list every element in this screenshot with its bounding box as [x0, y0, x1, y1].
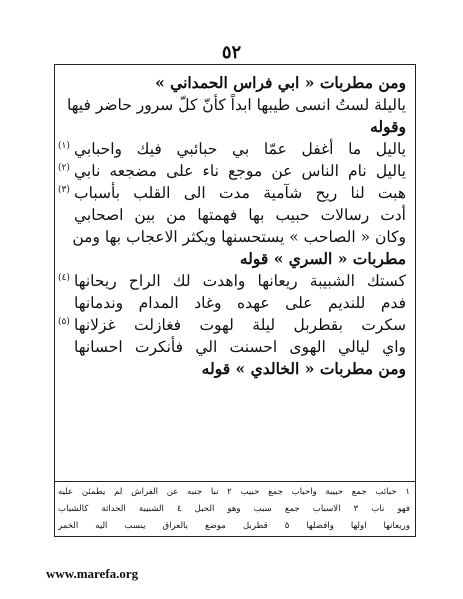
verse-line: ياليلة لستُ انسى طيبها ابداً كأنّ كلّ سرور حاضر فيها [66, 96, 406, 114]
verse-line: سكرت بقطربل ليلة لهوت فغازلت غزلانها (٥) [58, 314, 410, 336]
poem-body [58, 72, 410, 380]
verse-line: أدت رسالات حبيب بها فهمتها من بين اصحابي [74, 206, 406, 224]
footnote-line: وريعانها اولها وافضلها ٥ قطربل موضع بالعراق ينسب اليه الخمر [58, 521, 410, 531]
footnote-marker: (٥) [58, 317, 70, 327]
verse-line: كستك الشبيبة ريعانها واهدت لك الراح ريحانها (٤) [58, 270, 410, 292]
footnote-line: ١ حبائب جمع حبيبة واحباب جمع حبيب ٢ نبا جنبه عن الفراش لم يطمئن عليه [58, 487, 410, 497]
bottom-rule [54, 536, 416, 537]
verse-line: ياليل ما أغفل عمّا بي حبائبي فيك واحبابي (١) [58, 138, 410, 160]
top-rule [54, 64, 416, 65]
footnote-line: فهو ناب ٣ الاسباب جمع سبب وهو الحبل ٤ الشبيبة الحداثة كالشباب [58, 504, 410, 514]
section-heading: ومن مطربات « ابي فراس الحمداني » [155, 73, 406, 92]
site-url: www.marefa.org [46, 566, 139, 581]
verse-line: هبت لنا ريح شآمية مدت الى القلب بأسباب (٣) [58, 182, 410, 204]
section-heading: وقوله [370, 117, 406, 136]
section-heading: ومن مطربات « الخالدي » قوله [201, 359, 406, 378]
verse-line: فدم للنديم على عهده وغاد المدام وندمانها [74, 294, 406, 312]
footnotes [58, 484, 410, 535]
footnote-marker: (٤) [58, 273, 70, 283]
footnote-marker: (٣) [58, 185, 70, 195]
prose-line: وكان « الصاحب » يستحسنها ويكثر الاعجاب بها ومن [72, 228, 406, 246]
footnote-separator [54, 481, 416, 482]
verse-line: ياليل نام الناس عن موجع ناء على مضجعه نابي (٢) [58, 160, 410, 182]
verse-line: واي ليالي الهوى احسنت الي فأنكرت احسانها [74, 338, 406, 356]
footnote-marker: (٢) [58, 163, 70, 173]
footnote-marker: (١) [58, 141, 70, 151]
page-number: ٥٢ [221, 42, 242, 63]
section-heading: مطربات « السري » قوله [239, 249, 406, 268]
